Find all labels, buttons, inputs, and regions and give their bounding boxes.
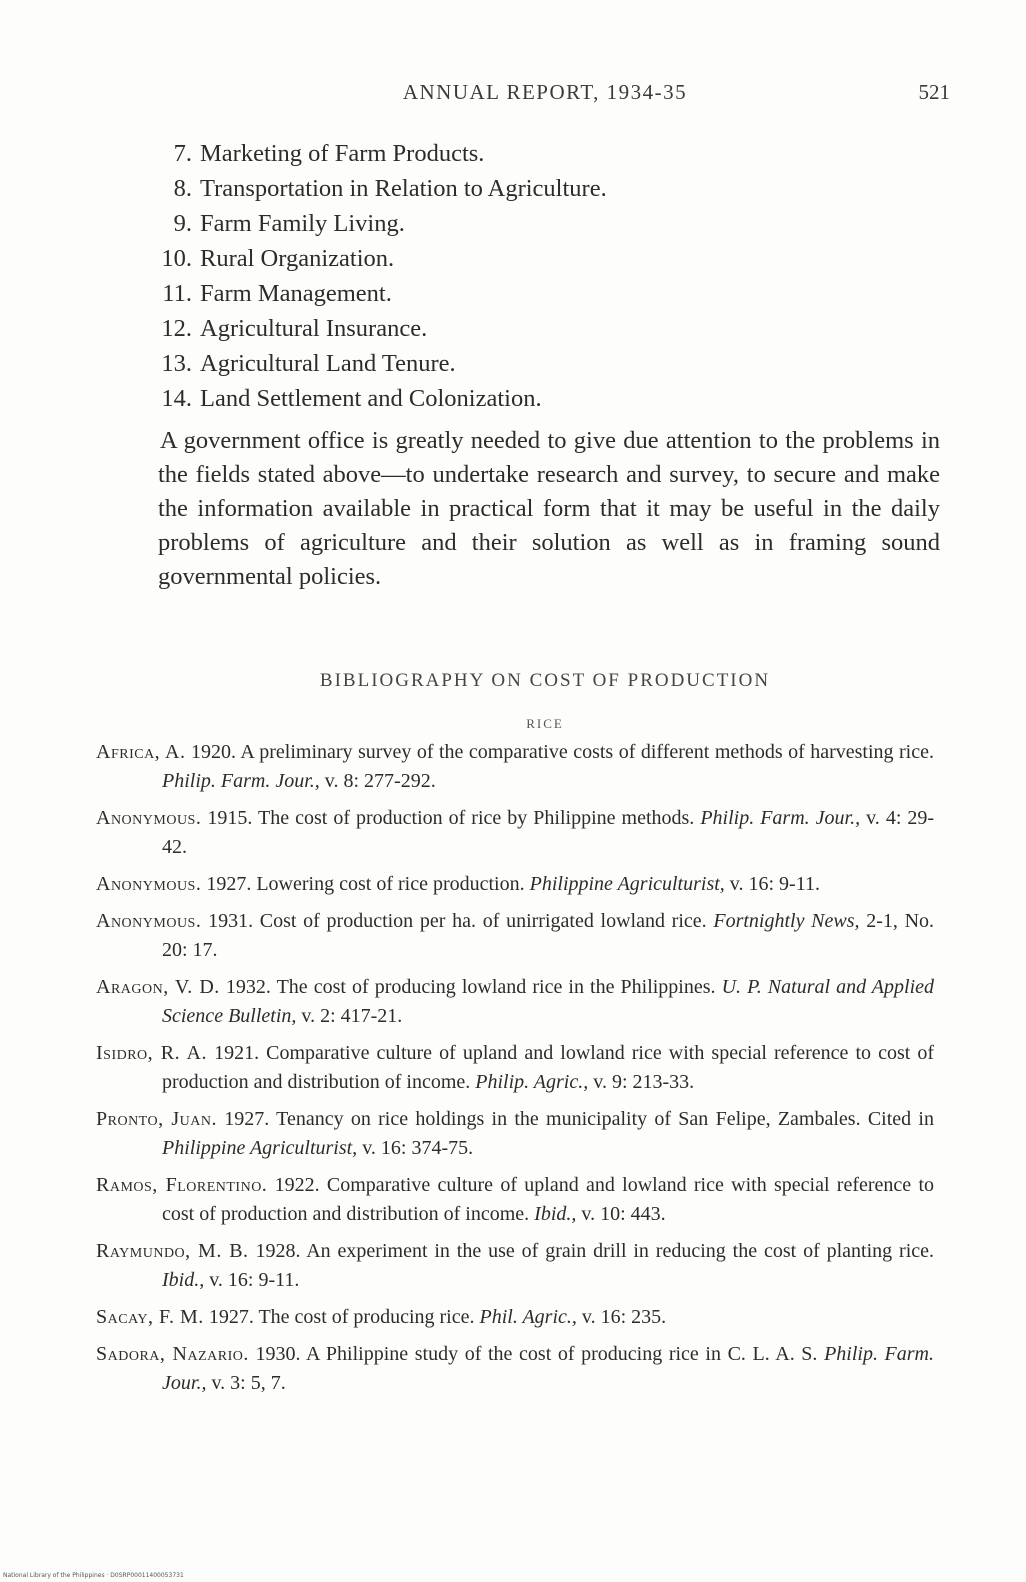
entry-ref: v. 2: 417-21.	[301, 1005, 403, 1027]
entry-journal: Philippine Agriculturist,	[529, 873, 725, 895]
topic-item	[148, 241, 928, 276]
bibliography-title: BIBLIOGRAPHY ON COST OF PRODUCTION	[319, 670, 771, 691]
entry-text: A preliminary survey of the comparative costs of different methods of harvesting rice.	[240, 741, 934, 763]
entry-year: 1928.	[255, 1240, 301, 1262]
entry-author: Anonymous.	[96, 910, 202, 932]
entry-text: Tenancy on rice holdings in the municipality of San Felipe, Zambales. Cited in	[276, 1108, 934, 1130]
entry-year: 1915.	[207, 807, 253, 829]
entry-journal: Ibid.,	[162, 1269, 205, 1291]
bibliography-subtitle: RICE	[526, 716, 564, 731]
running-title: ANNUAL REPORT, 1934-35	[402, 80, 688, 104]
entry-journal: Philip. Farm. Jour.,	[700, 807, 861, 829]
topic-item	[148, 276, 928, 311]
page-number: 521	[918, 80, 950, 104]
entry-author: Sacay, F. M.	[96, 1306, 204, 1328]
entry-journal: Fortnightly News,	[713, 910, 860, 932]
topic-item	[148, 311, 928, 346]
topic-number: 7.	[173, 140, 192, 167]
entry-ref: v. 10: 443.	[581, 1203, 666, 1225]
topic-text: Farm Management.	[200, 280, 392, 307]
topic-number: 11.	[162, 280, 192, 307]
topic-text: Agricultural Land Tenure.	[200, 350, 456, 377]
topic-text: Transportation in Relation to Agriculture.	[200, 175, 607, 202]
entry-year: 1920.	[191, 741, 237, 763]
entry-ref: v. 9: 213-33.	[593, 1071, 695, 1093]
topic-item	[148, 346, 928, 381]
entry-journal: Phil. Agric.,	[479, 1306, 577, 1328]
page-header	[150, 80, 950, 112]
entry-journal: Philip. Agric.,	[475, 1071, 589, 1093]
bibliography-entry	[96, 870, 934, 899]
entry-text: A Philippine study of the cost of producing rice in C. L. A. S.	[305, 1343, 818, 1365]
topic-text: Agricultural Insurance.	[200, 315, 428, 342]
entry-ref: v. 4: 29-42.	[162, 807, 935, 858]
entry-text: Cost of production per ha. of unirrigated lowland rice.	[259, 910, 707, 932]
entry-year: 1927.	[208, 1306, 254, 1328]
entry-year: 1927.	[224, 1108, 270, 1130]
entry-text: Comparative culture of upland and lowland rice with special reference to cost of production and distribution of income.	[162, 1042, 935, 1093]
entry-author: Anonymous.	[96, 873, 202, 895]
entry-journal: Philip. Farm. Jour.,	[162, 770, 320, 792]
entry-journal: Ibid.,	[534, 1203, 577, 1225]
bibliography-entry	[96, 1237, 934, 1295]
entry-year: 1932.	[225, 976, 271, 998]
scan-footer-note: National Library of the Philippines · D0SRP00011400053731	[3, 1572, 184, 1579]
entry-ref: v. 16: 9-11.	[729, 873, 820, 895]
topic-text: Marketing of Farm Products.	[200, 140, 485, 167]
bibliography-entry	[96, 1105, 934, 1163]
entry-year: 1922.	[274, 1174, 320, 1196]
topic-text: Land Settlement and Colonization.	[200, 385, 542, 412]
entry-text: The cost of production of rice by Philippine methods.	[258, 807, 695, 829]
topic-number: 12.	[161, 315, 192, 342]
topic-item	[148, 171, 928, 206]
topic-number: 9.	[173, 210, 192, 237]
entry-ref: v. 8: 277-292.	[324, 770, 436, 792]
entry-year: 1930.	[255, 1343, 301, 1365]
entry-author: Isidro, R. A.	[96, 1042, 207, 1064]
entry-author: Anonymous.	[96, 807, 202, 829]
entry-ref: v. 3: 5, 7.	[211, 1372, 286, 1394]
bibliography-entry	[96, 973, 934, 1031]
bibliography-entry	[96, 804, 934, 862]
entry-author: Sadora, Nazario.	[96, 1343, 249, 1365]
entry-text: Comparative culture of upland and lowland rice with special reference to cost of production and distribution of income.	[162, 1174, 935, 1225]
entry-text: The cost of producing rice.	[258, 1306, 475, 1328]
entry-ref: v. 16: 9-11.	[209, 1269, 300, 1291]
entry-author: Africa, A.	[96, 741, 186, 763]
topic-item	[148, 136, 928, 171]
entry-ref: v. 16: 374-75.	[362, 1137, 474, 1159]
entry-year: 1927.	[206, 873, 252, 895]
entry-author: Raymundo, M. B.	[96, 1240, 249, 1262]
topic-number: 10.	[161, 245, 192, 272]
entry-journal: Philippine Agriculturist,	[162, 1137, 358, 1159]
entry-text: An experiment in the use of grain drill in reducing the cost of planting rice.	[306, 1240, 934, 1262]
bibliography-entry	[96, 1039, 934, 1097]
entry-year: 1931.	[208, 910, 254, 932]
entry-ref: v. 16: 235.	[581, 1306, 667, 1328]
topic-text: Farm Family Living.	[200, 210, 405, 237]
entry-journal: U. P. Natural and Applied Science Bulletin,	[162, 976, 935, 1027]
bibliography-entry	[96, 907, 934, 965]
bibliography-list	[96, 738, 934, 1406]
topic-number: 13.	[161, 350, 192, 377]
entry-text: The cost of producing lowland rice in the Philippines.	[276, 976, 716, 998]
topic-number: 8.	[173, 175, 192, 202]
entry-author: Pronto, Juan.	[96, 1108, 217, 1130]
entry-author: Aragon, V. D.	[96, 976, 220, 998]
topic-item	[148, 206, 928, 241]
entry-ref: 2-1, No. 20: 17.	[162, 910, 935, 961]
topic-item	[148, 381, 928, 416]
bibliography-entry	[96, 1171, 934, 1229]
bibliography-entry	[96, 1340, 934, 1398]
bibliography-entry	[96, 1303, 934, 1332]
topic-number: 14.	[161, 385, 192, 412]
entry-journal: Philip. Farm. Jour.,	[162, 1343, 935, 1394]
body-paragraph: A government office is greatly needed to give due attention to the problems in the fields stated above—to undertake research and survey, to secure and make the information available in practical form that it may be useful in the daily problems of agriculture and their solution as well as in framing sound governmental policies.	[158, 427, 940, 590]
entry-text: Lowering cost of rice production.	[256, 873, 525, 895]
entry-year: 1921.	[214, 1042, 260, 1064]
topic-list	[148, 136, 928, 416]
topic-text: Rural Organization.	[200, 245, 395, 272]
bibliography-entry	[96, 738, 934, 796]
entry-author: Ramos, Florentino.	[96, 1174, 268, 1196]
